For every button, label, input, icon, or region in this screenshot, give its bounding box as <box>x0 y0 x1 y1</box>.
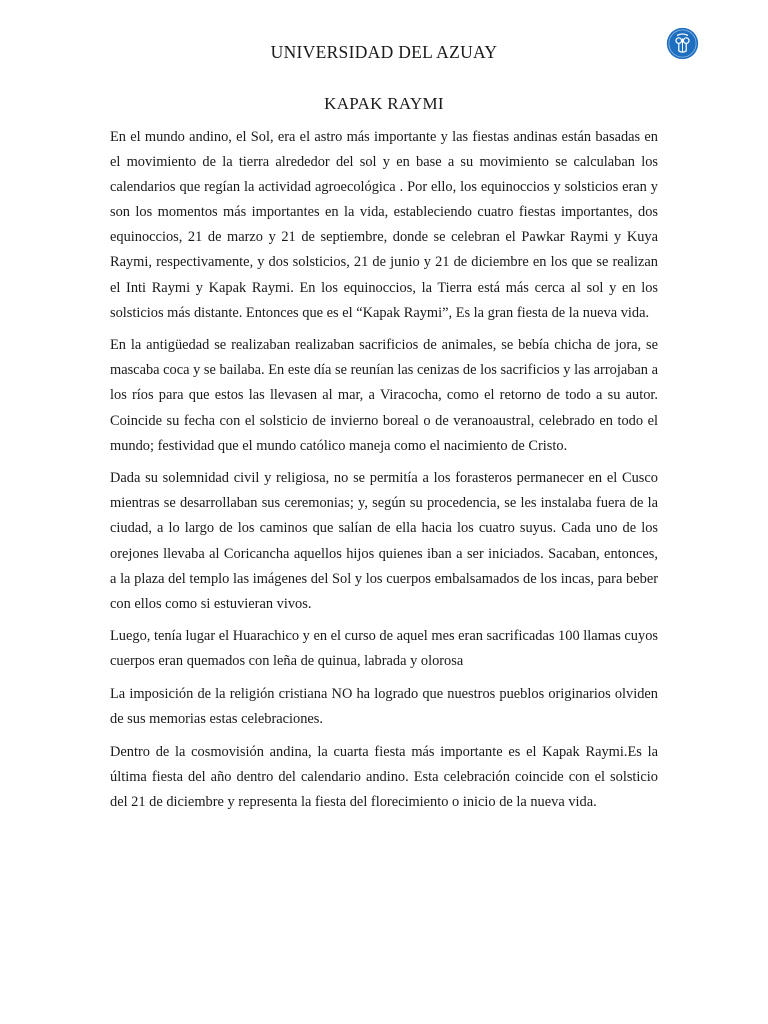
paragraph: Dada su solemnidad civil y religiosa, no se permitía a los forasteros permanecer en el Cusco mientras se desarrollaban sus ceremonias; y, según su procedencia, se les instalaba fuera de la ciudad, a lo largo de los caminos que salían de ella hacia los cuatro suyus. Cada uno de los orejones llevaba al Coricancha aquellos hijos quienes iban a ser iniciados. Sacaban, entonces, a la plaza del templo las imágenes del Sol y los cuerpos embalsamados de los incas, para beber con ellos como si estuvieran vivos. <box>110 470 658 612</box>
university-seal-icon <box>666 27 699 60</box>
document-body <box>110 125 658 822</box>
institution-header: UNIVERSIDAD DEL AZUAY <box>270 42 498 62</box>
paragraph: La imposición de la religión cristiana NO ha logrado que nuestros pueblos originarios olviden de sus memorias estas celebraciones. <box>110 685 658 728</box>
paragraph: Luego, tenía lugar el Huarachico y en el curso de aquel mes eran sacrificadas 100 llamas cuyos cuerpos eran quemados con leña de quinua, labrada y olorosa <box>110 628 658 670</box>
paragraph: Dentro de la cosmovisión andina, la cuarta fiesta más importante es el Kapak Raymi.Es la última fiesta del año dentro del calendario andino. Esta celebración coincide con el solsticio del 21 de diciembre y representa la fiesta del florecimiento o inicio de la nueva vida. <box>110 743 658 810</box>
document-title: KAPAK RAYMI <box>324 94 444 113</box>
paragraph: En la antigüedad se realizaban realizaban sacrificios de animales, se bebía chicha de jora, se mascaba coca y se bailaba. En este día se reunían las cenizas de los sacrificios y las arrojaban a los ríos para que estos las llevasen al mar, a Viracocha, como el retorno de todo a su autor. Coincide su fecha con el solsticio de invierno boreal o de veranoaustral, celebrado en todo el mundo; festividad que el mundo católico maneja como el nacimiento de Cristo. <box>110 337 658 454</box>
paragraph: En el mundo andino, el Sol, era el astro más importante y las fiestas andinas están basadas en el movimiento de la tierra alrededor del sol y en base a su movimiento se calculaban los calendarios que regían la actividad agroecológica . Por ello, los equinoccios y solsticios eran y son los momentos más importantes en la vida, estableciendo cuatro fiestas importantes, dos equinoccios, 21 de marzo y 21 de septiembre, donde se celebran el Pawkar Raymi y Kuya Raymi, respectivamente, y dos solsticios, 21 de junio y 21 de diciembre en los que se realizan el Inti Raymi y Kapak Raymi. En los equinoccios, la Tierra está más cerca al sol y en los solsticios más distante. Entonces que es el “Kapak Raymi”, Es la gran fiesta de la nueva vida. <box>110 129 658 321</box>
